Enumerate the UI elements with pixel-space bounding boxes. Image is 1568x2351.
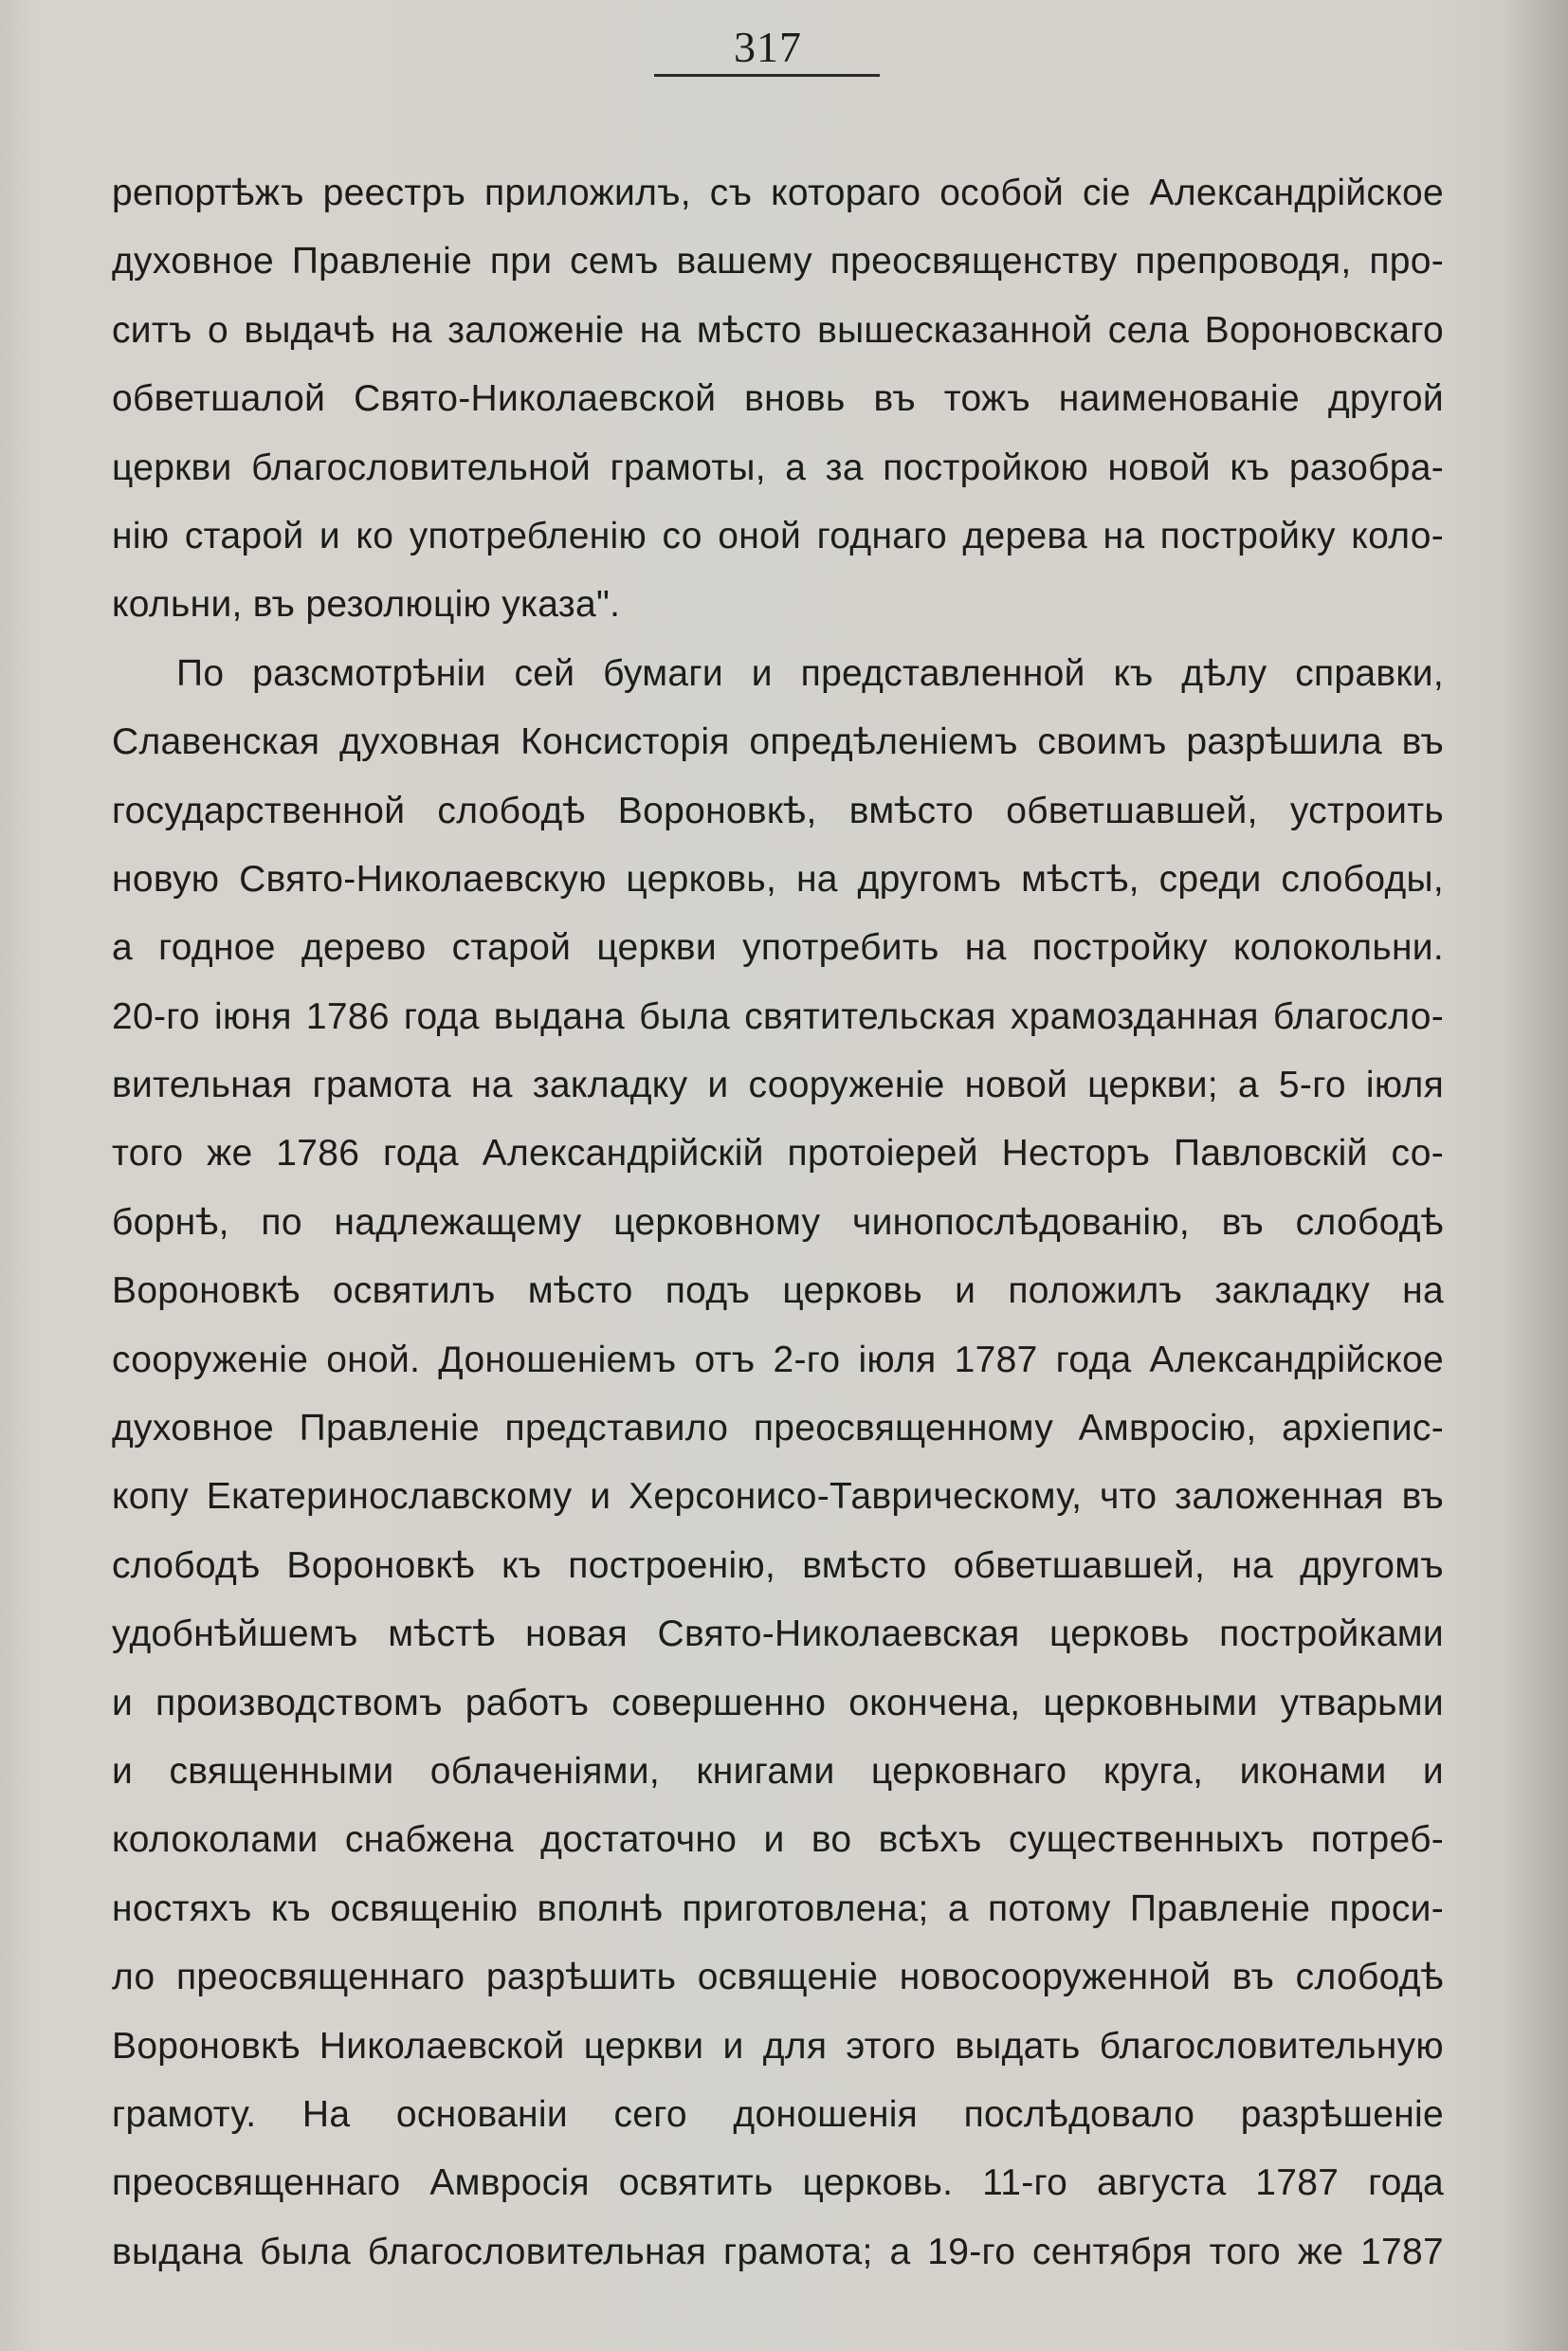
text-line: ностяхъ къ освященію вполнѣ приготовлена; а потому Правленіе проси-: [112, 1887, 1444, 1929]
text-line: 20-го іюня 1786 года выдана была святительская храмозданная благосло-: [112, 995, 1444, 1037]
text-line: кольни, въ резолюцію указа".: [112, 584, 621, 626]
text-line: нію старой и ко употребленію со оной годнаго дерева на постройку коло-: [112, 515, 1444, 556]
text-line: государственной слободѣ Вороновкѣ, вмѣсто обветшавшей, устроить: [112, 790, 1444, 831]
text-line: духовное Правленіе при семъ вашему преосвященству препроводя, про-: [112, 241, 1444, 282]
text-line: выдана была благословительная грамота; а 19-го сентября того же 1787: [112, 2231, 1444, 2272]
text-line: копу Екатеринославскому и Херсонисо-Таврическому, что заложенная въ: [112, 1476, 1444, 1518]
page-number-rule: [654, 74, 880, 77]
text-line: и священными облаченіями, книгами церковнаго круга, иконами и: [112, 1750, 1444, 1792]
text-line: ситъ о выдачѣ на заложеніе на мѣсто вышесказанной села Вороновскаго: [112, 309, 1444, 351]
text-line: новую Свято-Николаевскую церковь, на другомъ мѣстѣ, среди слободы,: [112, 858, 1444, 900]
text-line: колоколами снабжена достаточно и во всѣхъ существенныхъ потреб-: [112, 1819, 1444, 1861]
text-line: слободѣ Вороновкѣ къ построенію, вмѣсто обветшавшей, на другомъ: [112, 1544, 1444, 1586]
text-line: преосвященнаго Амвросія освятить церковь. 11-го августа 1787 года: [112, 2162, 1444, 2204]
text-line: и производствомъ работъ совершенно окончена, церковными утварьми: [112, 1682, 1444, 1723]
text-line: церкви благословительной грамоты, а за постройкою новой къ разобра-: [112, 447, 1444, 488]
text-line: духовное Правленіе представило преосвященному Амвросію, архіепис-: [112, 1408, 1444, 1449]
text-line: вительная грамота на закладку и сооруженіе новой церкви; а 5-го іюля: [112, 1065, 1444, 1106]
text-line: грамоту. На основаніи сего доношенія послѣдовало разрѣшеніе: [112, 2093, 1444, 2135]
text-line: Вороновкѣ Николаевской церкви и для этого выдать благословительную: [112, 2025, 1444, 2067]
page-number: 317: [734, 23, 802, 71]
text-line: а годное дерево старой церкви употребить на постройку колокольни.: [112, 927, 1444, 969]
text-line: Вороновкѣ освятилъ мѣсто подъ церковь и положилъ закладку на: [112, 1270, 1444, 1312]
text-line: борнѣ, по надлежащему церковному чинопослѣдованію, въ слободѣ: [112, 1201, 1444, 1243]
text-line: того же 1786 года Александрійскій протоіерей Несторъ Павловскій со-: [112, 1133, 1444, 1175]
page-edge-shadow: [1502, 0, 1568, 2351]
text-line: репортѣжъ реестръ приложилъ, съ котораго особой сіе Александрійское: [112, 173, 1444, 213]
text-line: удобнѣйшемъ мѣстѣ новая Свято-Николаевская церковь постройками: [112, 1613, 1444, 1655]
text-line: Славенская духовная Консисторія опредѣленіемъ своимъ разрѣшила въ: [112, 721, 1444, 763]
body-text: [112, 159, 1444, 2287]
text-line: ло преосвященнаго разрѣшить освященіе новосооруженной въ слободѣ: [112, 1957, 1444, 1998]
paragraph-start-line: По разсмотрѣніи сей бумаги и представленной къ дѣлу справки,: [176, 652, 1444, 694]
text-line: сооруженіе оной. Доношеніемъ отъ 2-го іюля 1787 года Александрійское: [112, 1339, 1444, 1380]
text-line: обветшалой Свято-Николаевской вновь въ тожъ наименованіе другой: [112, 378, 1444, 420]
